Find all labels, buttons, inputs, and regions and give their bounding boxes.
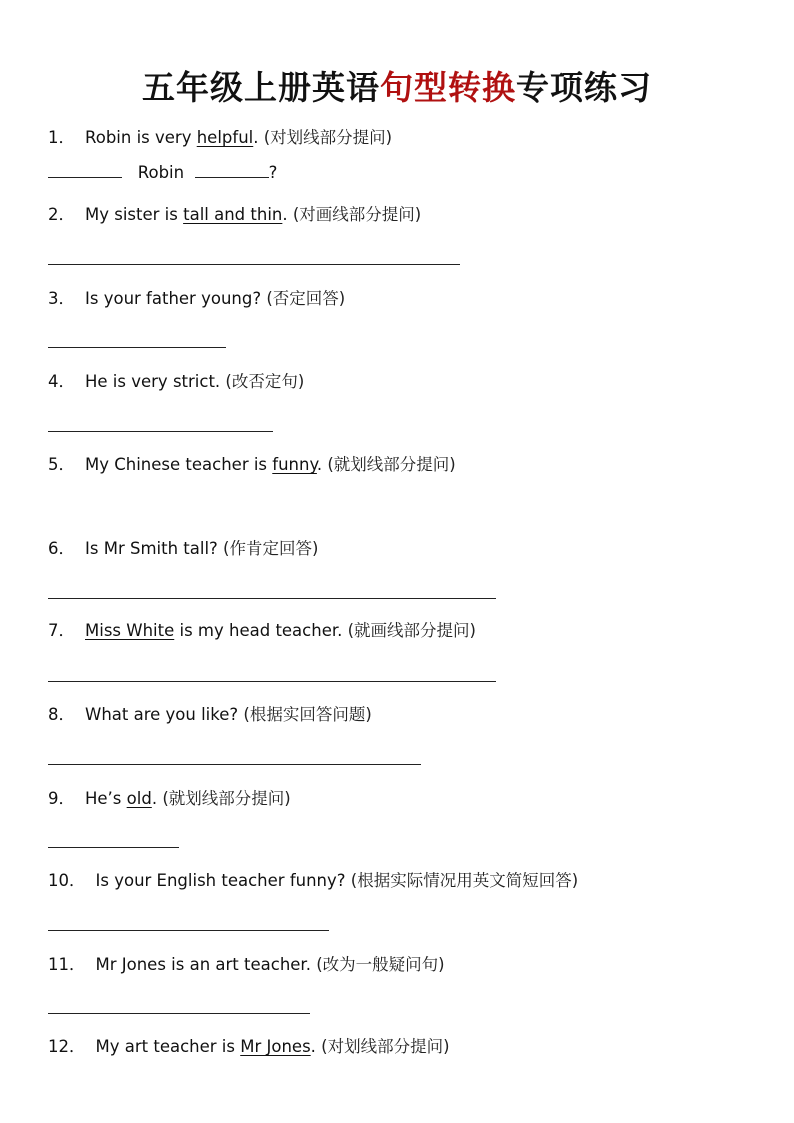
instruction-note: (否定回答) bbox=[266, 289, 346, 308]
question-text: What are you like? bbox=[85, 705, 244, 724]
page-title bbox=[0, 62, 794, 109]
question-text: My Chinese teacher is bbox=[85, 455, 273, 474]
question-11 bbox=[48, 954, 445, 976]
answer-text: Robin bbox=[137, 163, 185, 182]
underlined-part: Miss White bbox=[85, 621, 175, 640]
instruction-note: (根据实际情况用英文简短回答) bbox=[350, 871, 579, 890]
question-text: Is Mr Smith tall? bbox=[85, 539, 224, 558]
question-number: 7． bbox=[48, 621, 75, 640]
question-text: He’s bbox=[85, 789, 127, 808]
answer-line-3[interactable] bbox=[48, 347, 226, 348]
answer-row-1 bbox=[48, 162, 277, 184]
instruction-note: (对划线部分提问) bbox=[321, 1037, 450, 1056]
question-12 bbox=[48, 1036, 450, 1058]
question-number: 3． bbox=[48, 289, 75, 308]
question-text: Robin is very bbox=[85, 128, 197, 147]
question-number: 5． bbox=[48, 455, 75, 474]
question-text: My art teacher is bbox=[95, 1037, 241, 1056]
question-number: 12． bbox=[48, 1037, 86, 1056]
title-highlight: 句型转换 bbox=[380, 68, 516, 107]
instruction-note: (根据实回答问题) bbox=[243, 705, 372, 724]
question-text-end: . bbox=[282, 205, 293, 224]
question-4 bbox=[48, 371, 304, 393]
question-number: 11． bbox=[48, 955, 86, 974]
question-text: Is your father young? bbox=[85, 289, 267, 308]
instruction-note: (对划线部分提问) bbox=[263, 128, 393, 147]
answer-line-2[interactable] bbox=[48, 264, 460, 265]
answer-line-8[interactable] bbox=[48, 764, 421, 765]
instruction-note: (对画线部分提问) bbox=[292, 205, 422, 224]
question-2 bbox=[48, 204, 421, 226]
instruction-note: (改为一般疑问句) bbox=[316, 955, 445, 974]
underlined-part: tall and thin bbox=[183, 205, 283, 224]
question-1 bbox=[48, 127, 392, 149]
question-number: 4． bbox=[48, 372, 75, 391]
question-number: 1． bbox=[48, 128, 75, 147]
underlined-part: funny bbox=[272, 455, 317, 474]
answer-line-10[interactable] bbox=[48, 930, 329, 931]
question-9 bbox=[48, 788, 291, 810]
question-text: My sister is bbox=[85, 205, 184, 224]
instruction-note: (作肯定回答) bbox=[223, 539, 319, 558]
question-text-end: is my head teacher. bbox=[174, 621, 348, 640]
question-text-end: . bbox=[310, 1037, 322, 1056]
question-number: 9． bbox=[48, 789, 75, 808]
question-text: Mr Jones is an art teacher. bbox=[95, 955, 317, 974]
answer-line-4[interactable] bbox=[48, 431, 273, 432]
question-3 bbox=[48, 288, 345, 310]
question-text: He is very strict. bbox=[85, 372, 226, 391]
title-part3: 专项练习 bbox=[516, 68, 652, 107]
question-number: 8． bbox=[48, 705, 75, 724]
answer-line-9[interactable] bbox=[48, 847, 179, 848]
underlined-part: helpful bbox=[196, 128, 254, 147]
question-text-end: . bbox=[316, 455, 328, 474]
question-text: Is your English teacher funny? bbox=[95, 871, 351, 890]
question-text-end: . bbox=[151, 789, 163, 808]
answer-question-mark: ? bbox=[268, 163, 278, 182]
instruction-note: (就画线部分提问) bbox=[347, 621, 476, 640]
title-part1: 五年级上册英语 bbox=[142, 68, 380, 107]
question-8 bbox=[48, 704, 372, 726]
instruction-note: (就划线部分提问) bbox=[162, 789, 291, 808]
answer-line-11[interactable] bbox=[48, 1013, 310, 1014]
question-text-end: . bbox=[253, 128, 264, 147]
question-number: 2． bbox=[48, 205, 75, 224]
instruction-note: (就划线部分提问) bbox=[327, 455, 456, 474]
answer-line-7[interactable] bbox=[48, 681, 496, 682]
question-7 bbox=[48, 620, 476, 642]
underlined-part: old bbox=[126, 789, 152, 808]
question-10 bbox=[48, 870, 578, 892]
question-number: 6． bbox=[48, 539, 75, 558]
answer-blank-2[interactable] bbox=[195, 163, 269, 178]
answer-blank-1[interactable] bbox=[48, 163, 122, 178]
question-5 bbox=[48, 454, 456, 476]
instruction-note: (改否定句) bbox=[225, 372, 305, 391]
question-number: 10． bbox=[48, 871, 86, 890]
answer-line-6[interactable] bbox=[48, 598, 496, 599]
question-6 bbox=[48, 538, 318, 560]
underlined-part: Mr Jones bbox=[240, 1037, 311, 1056]
